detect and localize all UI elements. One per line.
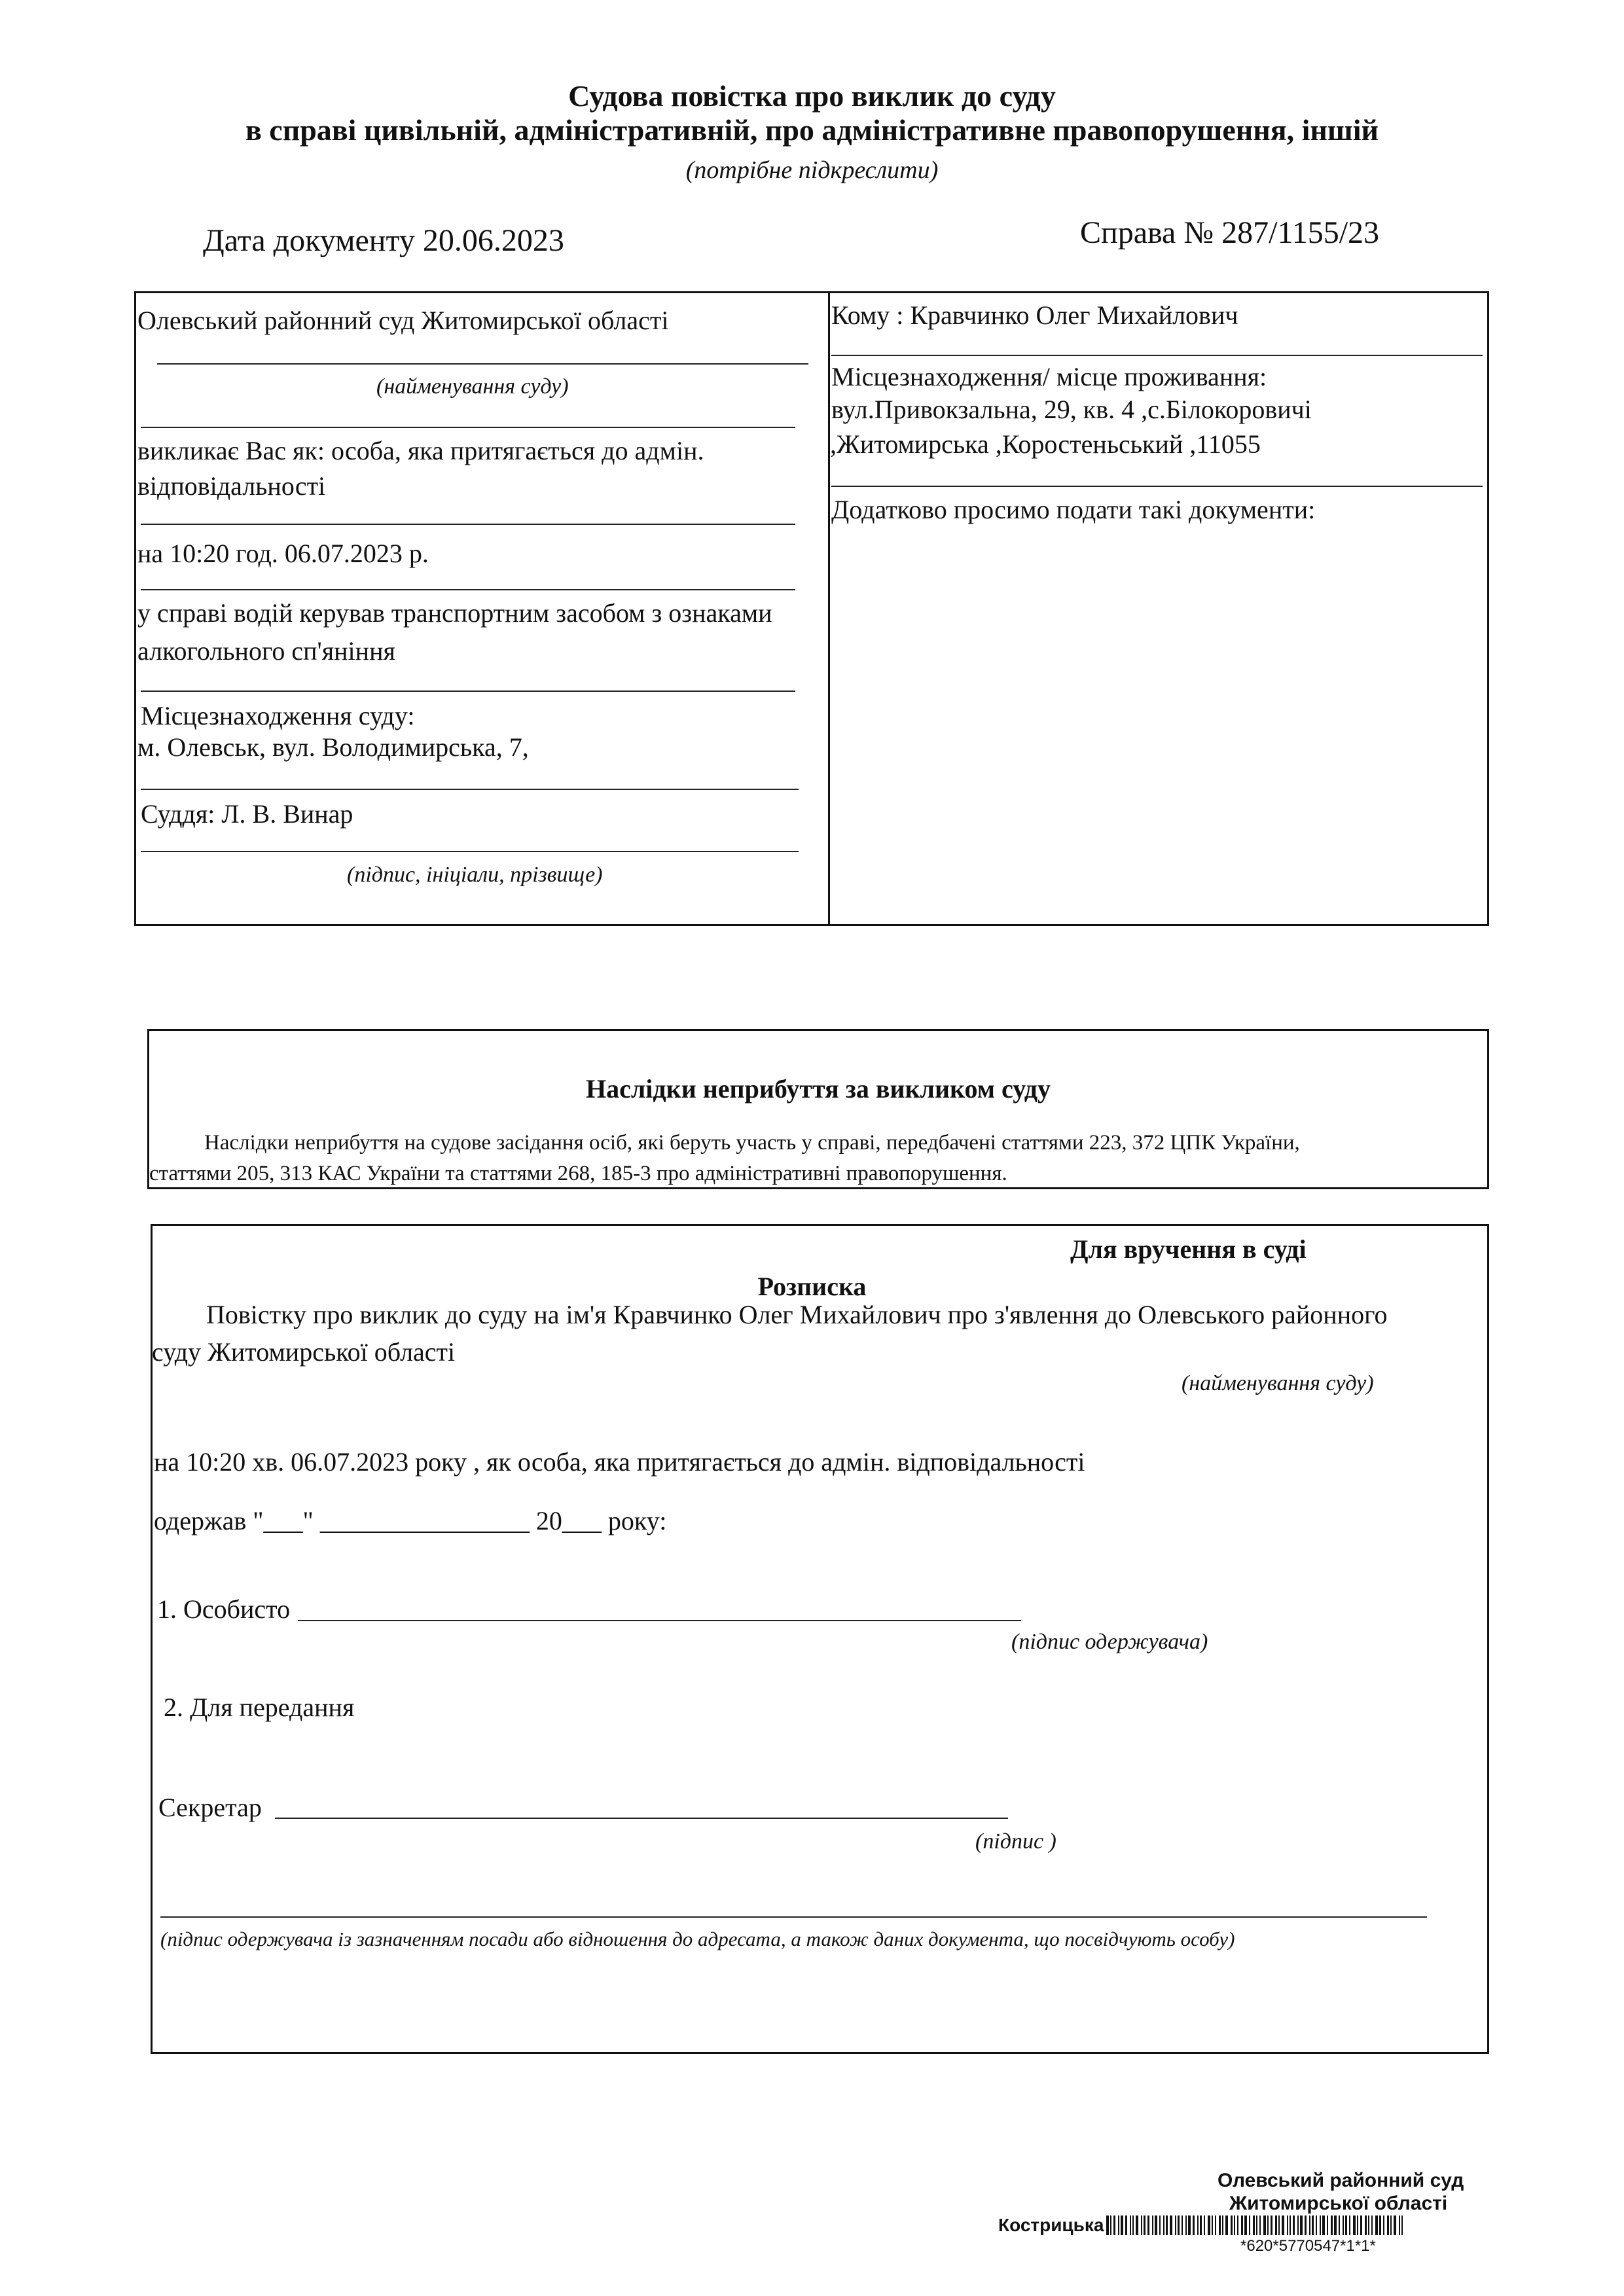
barcode-bar [1163, 2215, 1164, 2235]
barcode-bar [1300, 2215, 1303, 2235]
barcode-bar [1204, 2215, 1205, 2235]
barcode-bar [1193, 2215, 1195, 2235]
barcode-bar [1241, 2215, 1243, 2235]
consequences-title: Наслідки неприбуття за викликом суду [586, 1074, 1051, 1103]
court-name: Олевський районний суд Житомирської області [137, 306, 669, 335]
barcode-bar [1147, 2215, 1149, 2235]
barcode-bar [1188, 2215, 1191, 2235]
barcode-bar [1222, 2215, 1223, 2235]
barcode-bar [1331, 2215, 1333, 2235]
barcode-bar [1159, 2215, 1161, 2235]
barcode-bar [1200, 2215, 1202, 2235]
barcode-bar [1293, 2215, 1295, 2235]
barcode-bar [1249, 2215, 1250, 2235]
receipt-court-caption: (найменування суду) [1182, 1371, 1374, 1395]
hearing-time: на 10:20 год. 06.07.2023 р. [137, 539, 429, 568]
barcode-text: *620*5770547*1*1* [1240, 2237, 1376, 2255]
receipt-time-line: на 10:20 хв. 06.07.2023 року , як особа, яка притягається до адмін. відповідальності [154, 1447, 1085, 1477]
stamp-court-line1: Олевський районний суд [1218, 2170, 1464, 2191]
barcode-bar [1278, 2215, 1280, 2235]
barcode-bar [1152, 2215, 1153, 2235]
barcode-bar [1390, 2215, 1392, 2235]
address-line1: вул.Привокзальна, 29, кв. 4 ,с.Білокоровичі [831, 395, 1312, 424]
barcode-bar [1253, 2215, 1255, 2235]
barcode-bar [1339, 2215, 1340, 2235]
court-location-label: Місцезнаходження суду: [141, 701, 415, 730]
secretary-signature-caption: (підпис ) [975, 1829, 1056, 1854]
barcode-bar [1185, 2215, 1187, 2235]
case-subject: у справі водій керував транспортним засобом з ознаками алкогольного сп'яніння [137, 598, 772, 666]
barcode-bar [1401, 2215, 1403, 2235]
barcode-bar [1334, 2215, 1337, 2235]
barcode-bar [1282, 2215, 1284, 2235]
barcode-bar [1113, 2215, 1115, 2235]
barcode-bar [1297, 2215, 1299, 2235]
barcode-bar [1141, 2215, 1142, 2235]
barcode-bar [1275, 2215, 1277, 2235]
court-location-value: м. Олевськ, вул. Володимирська, 7, [137, 732, 529, 762]
barcode-bar [1130, 2215, 1131, 2235]
barcode [1106, 2212, 1564, 2238]
barcode-bar [1237, 2215, 1238, 2235]
court-name-caption: (найменування суду) [376, 374, 569, 399]
barcode-bar [1343, 2215, 1344, 2235]
recipient-signature-caption: (підпис одержувача) [1011, 1630, 1208, 1654]
barcode-bar [1215, 2215, 1216, 2235]
barcode-bar [1375, 2215, 1378, 2235]
stamp-court-line2: Житомирської області [1229, 2193, 1448, 2214]
barcode-bar [1357, 2215, 1358, 2235]
barcode-bar [1178, 2215, 1180, 2235]
barcode-bar [1267, 2215, 1269, 2235]
barcode-bar [1316, 2215, 1317, 2235]
consequences-text-line1: Наслідки неприбуття на судове засідання осіб, які беруть участь у справі, передбачені статтями 223, 372 ЦПК України, [204, 1131, 1300, 1155]
personally-label: 1. Особисто [157, 1594, 291, 1624]
secretary-label: Секретар [158, 1793, 262, 1822]
barcode-bar [1290, 2215, 1291, 2235]
barcode-bar [1208, 2215, 1210, 2235]
barcode-bar [1136, 2215, 1138, 2235]
barcode-bar [1309, 2215, 1310, 2235]
barcode-bar [1182, 2215, 1183, 2235]
address-line2: ,Житомирська ,Коростеньський ,11055 [830, 429, 1261, 459]
summons-table-divider [828, 291, 830, 926]
barcode-bar [1234, 2215, 1235, 2235]
barcode-bar [1287, 2215, 1288, 2235]
barcode-bar [1322, 2215, 1325, 2235]
barcode-bar [1379, 2215, 1381, 2235]
barcode-bar [1387, 2215, 1389, 2235]
barcode-bar [1383, 2215, 1384, 2235]
barcode-bar [1360, 2215, 1362, 2235]
barcode-bar [1106, 2215, 1109, 2235]
barcode-bar [1219, 2215, 1221, 2235]
case-number: Справа № 287/1155/23 [1080, 215, 1380, 250]
document-title-line2: в справі цивільній, адміністративній, про адміністративне правопорушення, іншій [245, 113, 1379, 147]
barcode-bar [1365, 2215, 1367, 2235]
barcode-bar [1312, 2215, 1314, 2235]
barcode-bar [1256, 2215, 1257, 2235]
barcode-bar [1263, 2215, 1266, 2235]
judge-name: Суддя: Л. В. Винар [141, 799, 353, 829]
title-note: (потрібне підкреслити) [685, 156, 939, 184]
barcode-bar [1368, 2215, 1369, 2235]
document-title-line1: Судова повістка про виклик до суду [568, 79, 1056, 113]
recipient-name: Кому : Кравчинко Олег Михайлович [831, 300, 1238, 330]
extra-documents-label: Додатково просимо подати такі документи: [831, 495, 1316, 524]
barcode-bar [1166, 2215, 1168, 2235]
barcode-bar [1197, 2215, 1199, 2235]
stamp-name: Кострицька [998, 2215, 1104, 2235]
barcode-bar [1244, 2215, 1247, 2235]
receipt-received-line: одержав "___" ________________ 20___ року: [154, 1506, 667, 1535]
for-court-delivery: Для вручення в суді [1070, 1234, 1307, 1264]
barcode-bar [1320, 2215, 1321, 2235]
barcode-bar [1349, 2215, 1350, 2235]
barcode-bar [1305, 2215, 1307, 2235]
barcode-bar [1353, 2215, 1356, 2235]
barcode-bar [1132, 2215, 1134, 2235]
barcode-bar [1175, 2215, 1176, 2235]
barcode-bar [1271, 2215, 1272, 2235]
receipt-line2: суду Житомирської області [152, 1337, 456, 1367]
consequences-text-line2: статтями 205, 313 КАС України та статтями 268, 185-3 про адміністративні правопорушення. [149, 1162, 1007, 1185]
barcode-bar [1371, 2215, 1373, 2235]
barcode-bar [1345, 2215, 1347, 2235]
receipt-footer-caption: (підпис одержувача із зазначенням посади або відношення до адресата, а також даних документа, що посвідчують особу) [160, 1928, 1235, 1950]
barcode-bar [1110, 2215, 1111, 2235]
barcode-bar [1225, 2215, 1228, 2235]
summons-role: викликає Вас як: особа, яка притягається до адмін. відповідальності [137, 436, 704, 501]
barcode-bar [1125, 2215, 1127, 2235]
barcode-bar [1394, 2215, 1396, 2235]
barcode-bar [1118, 2215, 1119, 2235]
address-label: Місцезнаходження/ місце проживання: [831, 362, 1267, 391]
receipt-title: Розписка [757, 1272, 867, 1301]
barcode-bar [1231, 2215, 1233, 2235]
barcode-bar [1144, 2215, 1146, 2235]
for-transfer-label: 2. Для передання [164, 1693, 355, 1722]
barcode-bar [1121, 2215, 1123, 2235]
barcode-bar [1212, 2215, 1213, 2235]
receipt-line1: Повістку про виклик до суду на ім'я Кравчинко Олег Михайлович про з'явлення до Олевського районного [206, 1300, 1388, 1329]
judge-signature-caption: (підпис, ініціали, прізвище) [347, 863, 603, 887]
barcode-bar [1399, 2215, 1400, 2235]
document-date: Дата документу 20.06.2023 [203, 223, 564, 258]
barcode-bar [1327, 2215, 1328, 2235]
barcode-bar [1155, 2215, 1157, 2235]
barcode-bar [1259, 2215, 1261, 2235]
barcode-bar [1170, 2215, 1172, 2235]
